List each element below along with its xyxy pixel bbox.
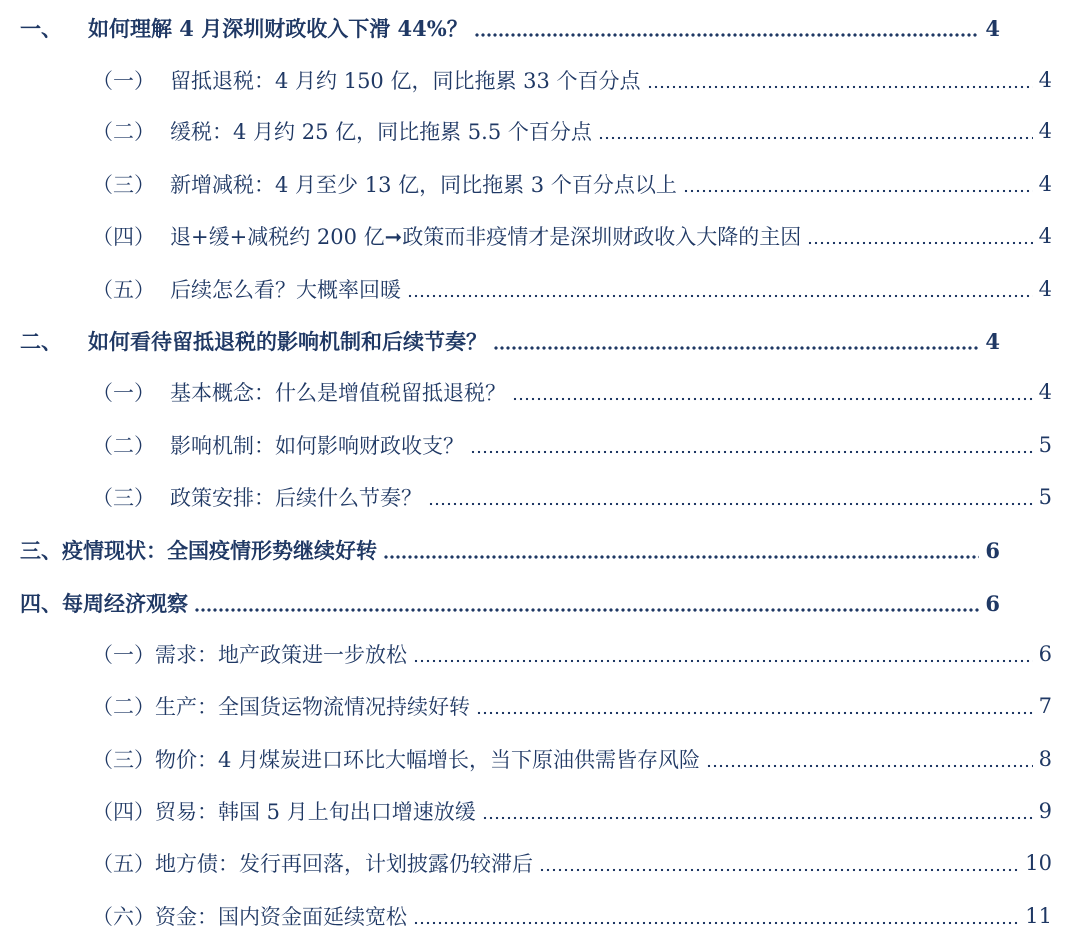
toc-number: （二） bbox=[92, 120, 155, 144]
toc-title: 疫情现状：全国疫情形势继续好转 bbox=[62, 538, 377, 563]
toc-number: （三） bbox=[92, 173, 155, 197]
toc-entry-3[interactable] bbox=[20, 530, 1000, 570]
dot-leader bbox=[476, 710, 1033, 716]
toc-page-number: 4 bbox=[985, 15, 1000, 41]
toc-entry-4-6[interactable] bbox=[92, 896, 1052, 936]
toc-title: 每周经济观察 bbox=[62, 591, 188, 616]
dot-leader bbox=[683, 188, 1033, 194]
toc-title: 贸易：韩国 5 月上旬出口增速放缓 bbox=[155, 800, 476, 824]
dot-leader bbox=[474, 32, 980, 38]
toc-page-number: 4 bbox=[985, 328, 1000, 354]
toc-title: 如何看待留抵退税的影响机制和后续节奏？ bbox=[88, 329, 487, 354]
toc-entry-4-3[interactable] bbox=[92, 739, 1052, 779]
dot-leader bbox=[539, 867, 1019, 873]
toc-page-number: 5 bbox=[1038, 485, 1052, 509]
toc-entry-1-4[interactable] bbox=[92, 216, 1052, 256]
toc-page-number: 9 bbox=[1038, 799, 1052, 823]
toc-number: （三） bbox=[92, 486, 155, 510]
toc-entry-4-4[interactable] bbox=[92, 791, 1052, 831]
toc-title: 退+缓+减税约 200 亿➞政策而非疫情才是深圳财政收入大降的主因 bbox=[170, 225, 802, 249]
toc-number: 四、 bbox=[20, 591, 62, 616]
toc-title: 影响机制：如何影响财政收支？ bbox=[170, 434, 464, 458]
toc-number: （一） bbox=[92, 381, 155, 405]
toc-title: 留抵退税：4 月约 150 亿，同比拖累 33 个百分点 bbox=[170, 69, 641, 93]
dot-leader bbox=[428, 501, 1033, 507]
toc-page-number: 6 bbox=[1038, 642, 1052, 666]
toc-page-number: 6 bbox=[985, 590, 1000, 616]
dot-leader bbox=[598, 135, 1033, 141]
dot-leader bbox=[482, 815, 1033, 821]
toc-title: 物价：4 月煤炭进口环比大幅增长，当下原油供需皆存风险 bbox=[155, 748, 701, 772]
toc-page-number: 4 bbox=[1038, 380, 1052, 404]
toc-entry-2-1[interactable] bbox=[92, 372, 1052, 412]
dot-leader bbox=[407, 293, 1033, 299]
toc-entry-4-1[interactable] bbox=[92, 634, 1052, 674]
toc-entry-4-5[interactable] bbox=[92, 843, 1052, 883]
toc-page-number: 7 bbox=[1038, 694, 1052, 718]
toc-number: 二、 bbox=[20, 329, 62, 354]
toc-number: （二） bbox=[92, 695, 155, 719]
toc-entry-2[interactable] bbox=[20, 321, 1000, 361]
toc-title: 新增减税：4 月至少 13 亿，同比拖累 3 个百分点以上 bbox=[170, 173, 677, 197]
toc-page-number: 4 bbox=[1038, 224, 1052, 248]
dot-leader bbox=[413, 658, 1033, 664]
toc-title: 需求：地产政策进一步放松 bbox=[155, 643, 407, 667]
toc-page-number: 11 bbox=[1025, 904, 1052, 928]
toc-entry-4[interactable] bbox=[20, 583, 1000, 623]
toc-entry-1[interactable] bbox=[20, 8, 1000, 48]
toc-number: （二） bbox=[92, 434, 155, 458]
toc-page-number: 4 bbox=[1038, 172, 1052, 196]
toc-number: （一） bbox=[92, 69, 155, 93]
toc-entry-4-2[interactable] bbox=[92, 686, 1052, 726]
toc-title: 政策安排：后续什么节奏？ bbox=[170, 486, 422, 510]
dot-leader bbox=[383, 554, 979, 560]
toc-title: 基本概念：什么是增值税留抵退税？ bbox=[170, 381, 506, 405]
toc-title: 后续怎么看？大概率回暖 bbox=[170, 278, 401, 302]
toc-title: 地方债：发行再回落，计划披露仍较滞后 bbox=[155, 852, 533, 876]
toc-page-number: 6 bbox=[985, 537, 1000, 563]
toc-number: 三、 bbox=[20, 538, 62, 563]
toc-number: （四） bbox=[92, 225, 155, 249]
dot-leader bbox=[807, 240, 1032, 246]
toc-page-number: 4 bbox=[1038, 119, 1052, 143]
dot-leader bbox=[706, 763, 1033, 769]
toc-title: 资金：国内资金面延续宽松 bbox=[155, 905, 407, 929]
toc-title: 如何理解 4 月深圳财政收入下滑 44%？ bbox=[88, 16, 468, 41]
dot-leader bbox=[512, 396, 1033, 402]
toc-entry-1-1[interactable] bbox=[92, 60, 1052, 100]
toc-number: 一、 bbox=[20, 16, 62, 41]
toc-number: （四） bbox=[92, 800, 155, 824]
toc-entry-1-3[interactable] bbox=[92, 164, 1052, 204]
dot-leader bbox=[413, 920, 1019, 926]
toc-page-number: 4 bbox=[1038, 68, 1052, 92]
toc-page-number: 5 bbox=[1038, 433, 1052, 457]
toc-entry-1-2[interactable] bbox=[92, 111, 1052, 151]
dot-leader bbox=[194, 607, 979, 613]
dot-leader bbox=[647, 84, 1033, 90]
dot-leader bbox=[493, 345, 979, 351]
toc-number: （一） bbox=[92, 643, 155, 667]
toc-page-number: 4 bbox=[1038, 277, 1052, 301]
toc-page-number: 8 bbox=[1038, 747, 1052, 771]
toc-number: （三） bbox=[92, 748, 155, 772]
toc-title: 缓税：4 月约 25 亿，同比拖累 5.5 个百分点 bbox=[170, 120, 592, 144]
toc-page-number: 10 bbox=[1025, 851, 1052, 875]
toc-title: 生产：全国货运物流情况持续好转 bbox=[155, 695, 470, 719]
toc-entry-2-3[interactable] bbox=[92, 477, 1052, 517]
toc-entry-2-2[interactable] bbox=[92, 425, 1052, 465]
dot-leader bbox=[470, 449, 1033, 455]
toc-number: （六） bbox=[92, 905, 155, 929]
toc-number: （五） bbox=[92, 278, 155, 302]
toc-number: （五） bbox=[92, 852, 155, 876]
toc-entry-1-5[interactable] bbox=[92, 269, 1052, 309]
